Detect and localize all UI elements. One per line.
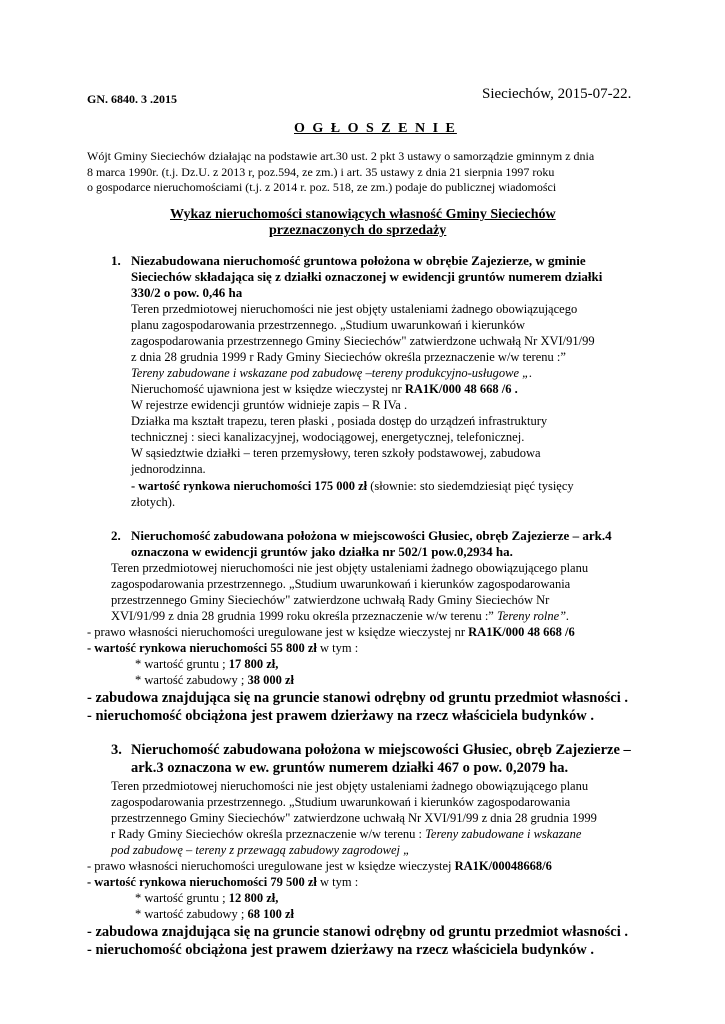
item-3-number: 3. (111, 742, 122, 758)
item-2-plan-4 (111, 608, 569, 624)
item-2-heading-1: Nieruchomość zabudowana położona w miejscowości Głusiec, obręb Zajezierze – ark.4 (131, 528, 612, 543)
item-2-plan-1: Teren przedmiotowej nieruchomości nie jest objęty ustaleniami żadnego obowiązującego planu (111, 561, 589, 575)
item-3-ownership-text: - prawo własności nieruchomości uregulowane jest w księdze wieczystej (87, 859, 455, 873)
place-date: Sieciechów, 2015-07-22. (482, 86, 632, 102)
item-1-plan-1: Teren przedmiotowej nieruchomości nie jest objęty ustaleniami żadnego obowiązującego (131, 302, 578, 316)
page-title: O G Ł O S Z E N I E (294, 121, 457, 136)
item-2-land-value (135, 656, 278, 672)
item-1-plan-4: z dnia 28 grudnia 1999 r Rady Gminy Sieciechów określa przeznaczenie w/w terenu :” (131, 350, 566, 364)
item-3-building-amount: 68 100 zł (247, 907, 295, 921)
item-3-building-label: * wartość zabudowy ; (135, 907, 248, 921)
item-1-value-words: (słownie: sto siedemdziesiąt pięć tysięcy (367, 479, 574, 493)
item-2-plan-last-italic: Tereny rolne”. (496, 609, 570, 623)
item-2-heading-2: oznaczona w ewidencji gruntów jako działka nr 502/1 pow.0,2934 ha. (131, 544, 513, 559)
item-1-plan-2: planu zagospodarowania przestrzennego. „Studium uwarunkowań i kierunków (131, 318, 525, 332)
item-2-ownership (87, 624, 575, 640)
item-1-shape-4: jednorodzinna. (131, 462, 206, 476)
item-2-ownership-kw: RA1K/000 48 668 /6 (468, 625, 575, 639)
item-1-heading-1: Niezabudowana nieruchomość gruntowa położona w obrębie Zajezierze, w gminie (131, 253, 586, 268)
item-3-ownership (87, 858, 552, 874)
item-1-plan-italic: Tereny zabudowane i wskazane pod zabudowę –tereny produkcyjno-usługowe „. (131, 366, 533, 380)
item-3-ownership-kw: RA1K/00048668/6 (454, 859, 552, 873)
item-3-heading-2: ark.3 oznaczona w ew. gruntów numerem działki 467 o pow. 0,2079 ha. (131, 760, 569, 776)
item-1-kw-number: RA1K/000 48 668 /6 . (404, 382, 518, 396)
item-2-plan-last: XVI/91/99 z dnia 28 grudnia 1999 roku określa przeznaczenie w/w terenu :” (111, 609, 497, 623)
item-1-heading-3: 330/2 o pow. 0,46 ha (131, 285, 243, 300)
item-3-plan-4 (111, 826, 582, 842)
item-3-value (87, 874, 358, 890)
item-3-plan-line4-italic: Tereny zabudowane i wskazane (425, 827, 582, 841)
item-3-land-label: * wartość gruntu ; (135, 891, 229, 905)
item-3-plan-5: pod zabudowę – tereny z przewagą zabudowy zagrodowej „ (111, 843, 411, 857)
item-2-value-bold: - wartość rynkowa nieruchomości 55 800 zł (87, 641, 317, 655)
item-1-shape-3: W sąsiedztwie działki – teren przemysłowy, teren szkoły podstawowej, zabudowa (131, 446, 541, 460)
item-2-number: 2. (111, 528, 121, 543)
item-2-land-amount: 17 800 zł, (228, 657, 279, 671)
item-1-plan-3: zagospodarowania przestrzennego Gminy Sieciechów" zatwierdzone uchwałą Nr XVI/91/99 (131, 334, 595, 348)
item-3-note-2: - nieruchomość obciążona jest prawem dzierżawy na rzecz właściciela budynków . (87, 942, 595, 958)
item-2-plan-3: przestrzennego Gminy Sieciechów" zatwierdzone uchwałą Rady Gminy Sieciechów Nr (111, 593, 550, 607)
item-2-building-label: * wartość zabudowy ; (135, 673, 248, 687)
item-3-value-bold: - wartość rynkowa nieruchomości 79 500 zł (87, 875, 317, 889)
subtitle-line-2: przeznaczonych do sprzedaży (269, 223, 447, 238)
intro-line-2: 8 marca 1990r. (t.j. Dz.U. z 2013 r, poz.594, ze zm.) i art. 35 ustawy z dnia 21 sierpnia 1997 roku (87, 165, 555, 179)
item-3-heading-1: Nieruchomość zabudowana położona w miejscowości Głusiec, obręb Zajezierze – (131, 742, 631, 758)
subtitle-line-1: Wykaz nieruchomości stanowiących własność Gminy Sieciechów (170, 207, 556, 222)
item-1-shape-2: technicznej : sieci kanalizacyjnej, wodociągowej, energetycznej, telefonicznej. (131, 430, 525, 444)
item-2-value (87, 640, 358, 656)
item-3-building-value (135, 906, 294, 922)
item-3-land-value (135, 890, 278, 906)
item-3-value-rest: w tym : (316, 875, 359, 889)
item-2-note-2: - nieruchomość obciążona jest prawem dzierżawy na rzecz właściciela budynków . (87, 708, 595, 724)
reference-number: GN. 6840. 3 .2015 (87, 92, 177, 106)
item-3-note-1: - zabudowa znajdująca się na gruncie stanowi odrębny od gruntu przedmiot własności . (87, 924, 628, 940)
item-1-number: 1. (111, 253, 121, 268)
item-2-building-amount: 38 000 zł (247, 673, 295, 687)
item-3-land-amount: 12 800 zł, (228, 891, 279, 905)
item-1-value-words-2: złotych). (131, 495, 176, 509)
item-2-note-1: - zabudowa znajdująca się na gruncie stanowi odrębny od gruntu przedmiot własności . (87, 690, 628, 706)
item-3-plan-3: przestrzennego Gminy Sieciechów" zatwierdzone uchwałą Nr XVI/91/99 z dnia 28 grudnia 1999 (111, 811, 597, 825)
item-3-plan-1: Teren przedmiotowej nieruchomości nie jest objęty ustaleniami żadnego obowiązującego planu (111, 779, 589, 793)
item-2-land-label: * wartość gruntu ; (135, 657, 229, 671)
item-2-building-value (135, 672, 294, 688)
item-1-heading-2: Sieciechów składająca się z działki oznaczonej w ewidencji gruntów numerem działki (131, 269, 603, 284)
item-2-plan-2: zagospodarowania przestrzennego. „Studium uwarunkowań i kierunków zagospodarowania (111, 577, 571, 591)
item-1-land-registry (131, 381, 518, 397)
item-3-plan-2: zagospodarowania przestrzennego. „Studium uwarunkowań i kierunków zagospodarowania (111, 795, 571, 809)
item-1-value (131, 478, 574, 494)
item-1-kw-text: Nieruchomość ujawniona jest w księdze wieczystej nr (131, 382, 405, 396)
item-1-value-bold: - wartość rynkowa nieruchomości 175 000 zł (131, 479, 368, 493)
intro-line-3: o gospodarce nieruchomościami (t.j. z 2014 r. poz. 518, ze zm.) podaje do publicznej wiadomości (87, 180, 557, 194)
item-2-ownership-text: - prawo własności nieruchomości uregulowane jest w księdze wieczystej nr (87, 625, 469, 639)
item-1-shape-1: Działka ma kształt trapezu, teren płaski , posiada dostęp do urządzeń infrastruktury (131, 414, 548, 428)
item-2-value-rest: w tym : (316, 641, 359, 655)
intro-line-1: Wójt Gminy Sieciechów działając na podstawie art.30 ust. 2 pkt 3 ustawy o samorządzie gminnym z dnia (87, 149, 595, 163)
item-3-plan-line4-text: r Rady Gminy Sieciechów określa przeznaczenie w/w terenu : (111, 827, 426, 841)
item-1-register: W rejestrze ewidencji gruntów widnieje zapis – R IVa . (131, 398, 408, 412)
